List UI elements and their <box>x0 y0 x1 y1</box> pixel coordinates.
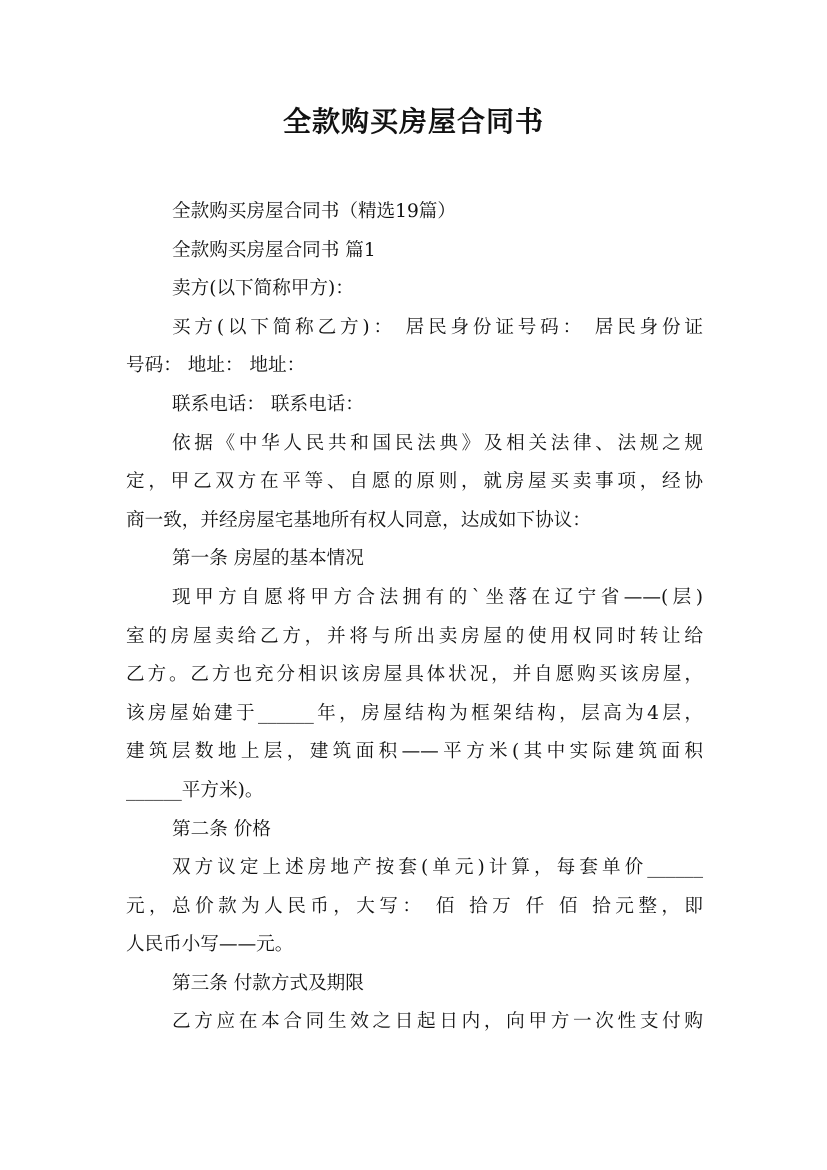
paragraph-line: 商一致，并经房屋宅基地所有权人同意，达成如下协议： <box>126 509 591 531</box>
seller-line: 卖方(以下简称甲方)： <box>172 278 354 300</box>
buyer-line: 买方(以下简称乙方)： 居民身份证号码： 居民身份证 <box>172 316 703 338</box>
article-heading: 第三条 付款方式及期限 <box>172 972 364 994</box>
paragraph-line: 双方议定上述房地产按套(单元)计算，每套单价______ <box>172 857 703 879</box>
paragraph-line: 室的房屋卖给乙方，并将与所出卖房屋的使用权同时转让给 <box>126 625 703 647</box>
paragraph-line: 建筑层数地上层，建筑面积——平方米(其中实际建筑面积 <box>126 741 703 763</box>
paragraph-line: 乙方应在本合同生效之日起日内，向甲方一次性支付购 <box>172 1011 703 1033</box>
article-heading: 第一条 房屋的基本情况 <box>172 548 364 570</box>
document-body <box>126 193 703 1042</box>
paragraph-line: 定，甲乙双方在平等、自愿的原则，就房屋买卖事项，经协 <box>126 471 703 493</box>
paragraph-line: 乙方。乙方也充分相识该房屋具体状况，并自愿购买该房屋， <box>126 664 703 686</box>
section-heading: 全款购买房屋合同书 篇1 <box>172 239 376 261</box>
phone-line: 联系电话： 联系电话： <box>172 393 364 415</box>
subtitle-line: 全款购买房屋合同书（精选19篇） <box>172 201 456 222</box>
paragraph-line: 人民币小写——元。 <box>126 934 294 956</box>
paragraph-line: 元，总价款为人民币，大写： 佰 拾万 仟 佰 拾元整，即 <box>126 895 703 917</box>
document-title: 全款购买房屋合同书 <box>282 105 544 138</box>
paragraph-line: ______平方米)。 <box>126 779 264 801</box>
paragraph-line: 依据《中华人民共和国民法典》及相关法律、法规之规 <box>172 432 703 454</box>
address-line: 号码： 地址： 地址： <box>126 355 306 377</box>
paragraph-line: 该房屋始建于______年，房屋结构为框架结构，层高为4层， <box>126 702 703 724</box>
paragraph-line: 现甲方自愿将甲方合法拥有的`坐落在辽宁省——(层) <box>172 586 703 608</box>
article-heading: 第二条 价格 <box>172 818 271 840</box>
